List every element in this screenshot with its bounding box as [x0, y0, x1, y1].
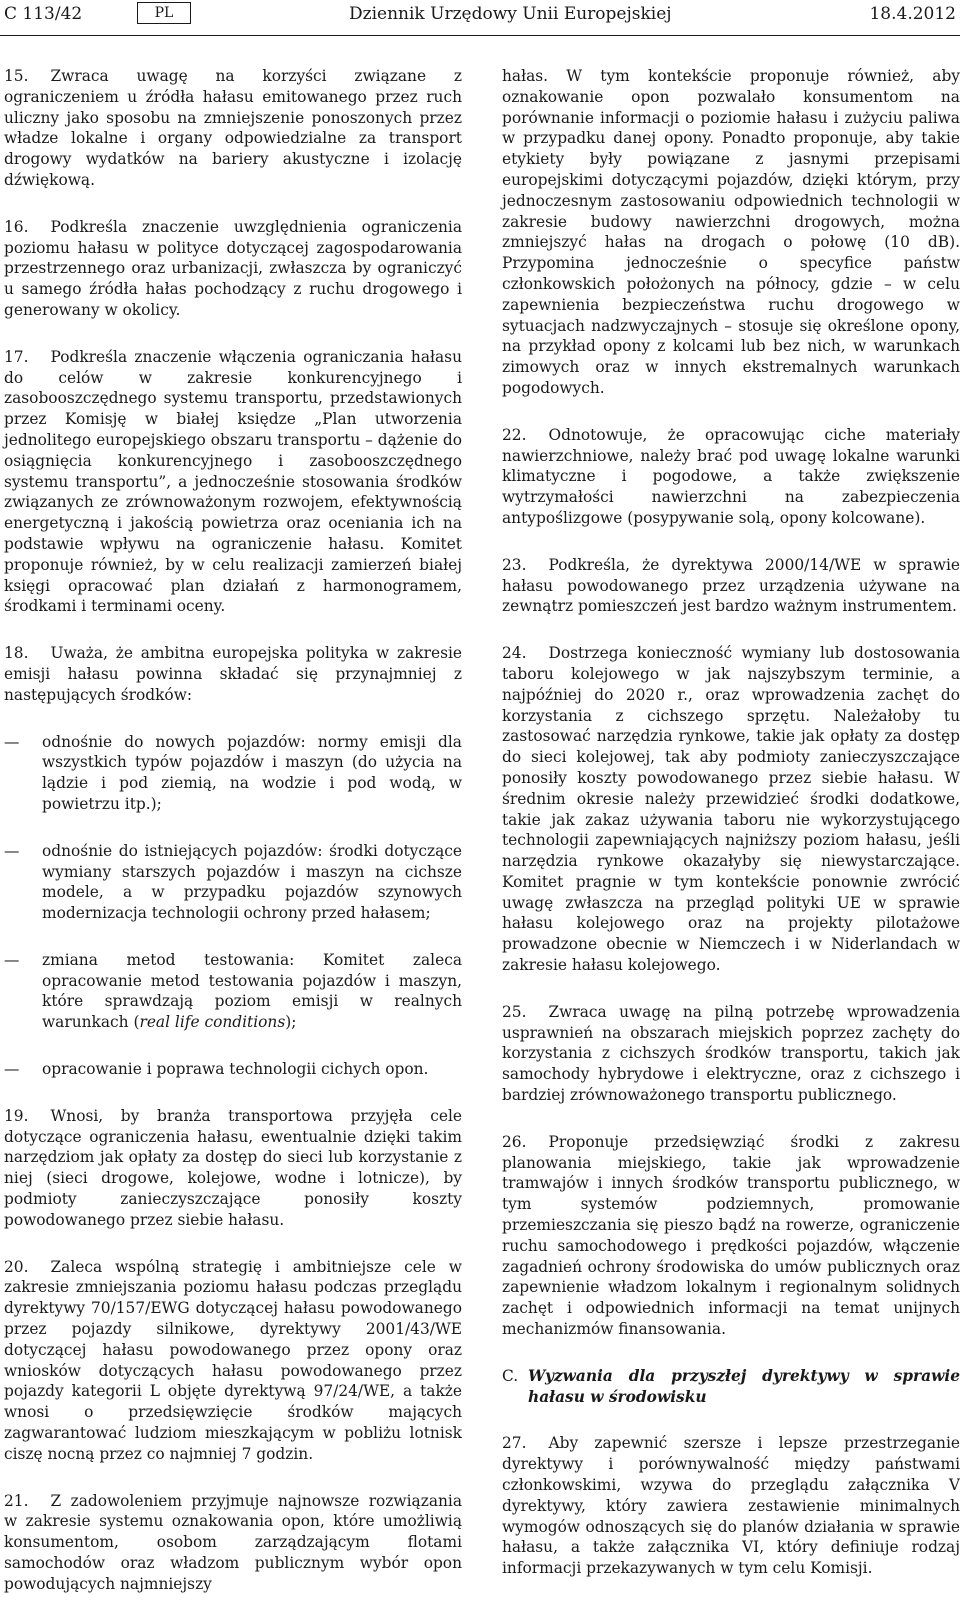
paragraph-number: 20. [4, 1257, 29, 1276]
list-item-text: zmiana metod testowania: Komitet zaleca opracowanie metod testowania pojazdów i maszyn, które sprawdzają poziom emisji w realnych warunkach ( [42, 950, 462, 1032]
paragraph-26 [502, 1132, 960, 1340]
list-item-text: opracowanie i poprawa technologii cichych opon. [42, 1060, 429, 1079]
dash-marker: — [4, 950, 20, 969]
list-item-text: odnośnie do istniejących pojazdów: środki dotyczące wymiany starszych pojazdów i maszyn na cichsze modele, a w przypadku pojazdów szynowych modernizacja technologii ochrony przed hałasem; [42, 841, 462, 923]
paragraph-text: Zaleca wspólną strategię i ambitniejsze cele w zakresie zmniejszania poziomu hałasu podczas przeglądu dyrektywy 70/157/EWG dotyczącej hałasu powodowanego przez pojazdy silnikowe, dyrektywy 2001/43/WE dotyczącej hałasu powodowanego przez opony oraz wniosków dotyczących hałasu powodowanego przez pojazdy kategorii L objęte dyrektywą 97/24/WE, a także wnosi o przedsięwzięcie środków mających zagwarantować ludziom mieszkającym w pobliżu lotnisk ciszę nocną przez co najmniej 7 godzin. [4, 1257, 462, 1463]
paragraph-text: Proponuje przedsięwziąć środki z zakresu planowania miejskiego, takie jak wprowadzenie tramwajów i innych środków transportu publicznego, w tym systemów podziemnych, promowanie przemieszczania się pieszo bądź na rowerze, ograniczenie ruchu samochodowego i prędkości pojazdów, włączenie zagadnień ochrony środowiska do umów publicznych oraz zapewnienie władzom lokalnym i regionalnym solidnych zachęt i odpowiednich informacji na temat unijnych mechanizmów finansowania. [502, 1132, 960, 1339]
page-reference: C 113/42 [4, 4, 83, 24]
list-item-italic-text: real life conditions [139, 1013, 286, 1032]
right-column [502, 66, 960, 1605]
paragraph-number: 25. [502, 1002, 527, 1021]
list-item-text-end: ); [285, 1013, 297, 1032]
section-letter: C. [502, 1366, 519, 1385]
paragraph-16 [4, 217, 462, 321]
paragraph-number: 16. [4, 217, 29, 236]
paragraph-number: 19. [4, 1106, 29, 1125]
paragraph-number: 18. [4, 644, 29, 663]
paragraph-number: 23. [502, 555, 527, 574]
paragraph-23 [502, 555, 960, 617]
dash-marker: — [4, 841, 20, 860]
list-item [4, 841, 462, 924]
list-item-text: odnośnie do nowych pojazdów: normy emisji dla wszystkich typów pojazdów i maszyn (do użycia na lądzie i pod ziemią, na wodzie i pod wodą, w powietrzu itp.); [42, 732, 462, 813]
paragraph-15 [4, 66, 462, 191]
paragraph-number: 15. [4, 67, 29, 85]
paragraph-27 [502, 1433, 960, 1579]
paragraph-19 [4, 1106, 462, 1231]
header-rule [0, 35, 960, 36]
list-item [4, 950, 462, 1033]
page-header [0, 0, 960, 40]
paragraph-text: Zwraca uwagę na korzyści związane z ograniczeniem u źródła hałasu emitowanego przez ruch uliczny jako sposobu na zmniejszenie ponoszonych przez władze lokalne i organy odpowiedzialne za transport drogowy wydatków na bariery akustyczne i izolację dźwiękową. [4, 67, 462, 189]
dash-marker: — [4, 1060, 20, 1079]
paragraph-text: Uważa, że ambitna europejska polityka w zakresie emisji hałasu powinna składać się przynajmniej z następujących środków: [4, 644, 462, 704]
paragraph-21 [4, 1491, 462, 1595]
dash-marker: — [4, 732, 20, 751]
paragraph-text: Z zadowoleniem przyjmuje najnowsze rozwiązania w zakresie systemu oznakowania opon, które umożliwią konsumentom, osobom zarządzającym flotami samochodów oraz władzom publicznym wybór opon powodujących najmniejszy [4, 1491, 462, 1593]
paragraph-text: hałas. W tym kontekście proponuje również, aby oznakowanie opon pozwalało konsumentom na porównanie informacji o poziomie hałasu i zużyciu paliwa w przypadku danej opony. Ponadto proponuje, aby takie etykiety były powiązane z jasnymi przepisami europejskimi dotyczącymi pojazdów, dzięki którym, przy jednoczesnym zastosowaniu odpowiednich technologii w zakresie budowy nawierzchni drogowych, można zmniejszyć hałas na drogach o połowę (10 dB). Przypomina jednocześnie o specyfice państw członkowskich położonych na północy, gdzie – w celu zapewnienia bezpieczeństwa ruchu drogowego w sytuacjach nadzwyczajnych – stosuje się określone opony, na przykład opony z kolcami lub bez nich, w warunkach zimowych oraz w innych ekstremalnych warunkach pogodowych. [502, 67, 960, 397]
paragraph-17 [4, 347, 462, 617]
paragraph-text: Zwraca uwagę na pilną potrzebę wprowadzenia usprawnień na obszarach miejskich poprzez zachęty do korzystania z cichszych środków transportu, takich jak samochody hybrydowe i elektryczne, oraz z cichszego i bardziej zrównoważonego transportu publicznego. [502, 1002, 960, 1105]
paragraph-20 [4, 1257, 462, 1465]
paragraph-18 [4, 643, 462, 705]
paragraph-text: Wnosi, by branża transportowa przyjęła cele dotyczące ograniczenia hałasu, ewentualnie dzięki takim narzędziom jak opłaty za dostęp do sieci lub korzystanie z niej (sieci drogowe, kolejowe, wodne i lotnicze), by podmioty zanieczyszczające ponosiły koszty powodowanego przez siebie hałasu. [4, 1106, 462, 1229]
list-item [4, 1059, 462, 1080]
paragraph-text: Podkreśla znaczenie uwzględnienia ograniczenia poziomu hałasu w polityce dotyczącej zagospodarowania przestrzennego oraz urbanizacji, zwłaszcza by ograniczyć u samego źródła hałas pochodzący z ruchu drogowego i generowany w okolicy. [4, 217, 462, 319]
paragraph-text: Podkreśla znaczenie włączenia ograniczania hałasu do celów w zakresie konkurencyjnego i zasobooszczędnego systemu transportu, przedstawionych przez Komisję w białej księdze „Plan utworzenia jednolitego europejskiego obszaru transportu – dążenie do osiągnięcia konkurencyjnego i zasobooszczędnego systemu transportu”, a jednocześnie stosowania środków związanych ze zrównoważonym rozwojem, efektywnością energetyczną i jakością powietrza oraz oceniania ich na podstawie wpływu na ograniczenie hałasu. Komitet proponuje również, by w celu realizacji zamierzeń białej księgi opracować plan działań z harmonogramem, środkami i terminami oceny. [4, 347, 462, 616]
paragraph-text: Aby zapewnić szersze i lepsze przestrzeganie dyrektywy i porównywalność między państwami członkowskimi, wzywa do przeglądu załącznika V dyrektywy, który zawiera zestawienie minimalnych wymogów odnoszących się do planów działania w sprawie hałasu, a także załącznika VI, który definiuje rodzaj informacji przekazywanych w tym celu Komisji. [502, 1434, 960, 1578]
section-heading [502, 1366, 960, 1408]
paragraph-number: 21. [4, 1491, 29, 1510]
paragraph-number: 17. [4, 347, 29, 366]
paragraph-text: Podkreśla, że dyrektywa 2000/14/WE w sprawie hałasu powodowanego przez urządzenia używane na zewnątrz pomieszczeń jest bardzo ważnym instrumentem. [502, 555, 960, 616]
publication-date: 18.4.2012 [869, 4, 956, 24]
paragraph-text: Odnotowuje, że opracowując ciche materiały nawierzchniowe, należy brać pod uwagę lokalne warunki klimatyczne i pogodowe, a także zwiększenie wytrzymałości nawierzchni na zabezpieczenia antypoślizgowe (posypywanie solą, opony kolcowane). [502, 425, 960, 527]
paragraph-25 [502, 1002, 960, 1106]
paragraph-number: 26. [502, 1132, 527, 1151]
language-badge: PL [137, 2, 191, 24]
paragraph-22 [502, 425, 960, 529]
journal-title: Dziennik Urzędowy Unii Europejskiej [349, 4, 672, 24]
left-column [4, 66, 462, 1621]
section-title: Wyzwania dla przyszłej dyrektywy w sprawie hałasu w środowisku [528, 1366, 960, 1406]
paragraph-number: 22. [502, 425, 527, 444]
paragraph-21-continued [502, 66, 960, 399]
list-item [4, 732, 462, 815]
paragraph-number: 27. [502, 1434, 527, 1453]
paragraph-number: 24. [502, 644, 527, 663]
paragraph-24 [502, 643, 960, 976]
paragraph-text: Dostrzega konieczność wymiany lub dostosowania taboru kolejowego w jak najszybszym terminie, a najpóźniej do 2020 r., oraz wprowadzenia zachęt do korzystania z cichszego sprzętu. Należałoby tu zastosować narzędzia rynkowe, takie jak opłaty za dostęp do sieci kolejowej, tak aby podmioty zanieczyszczające ponosiły koszty powodowanego przez siebie hałasu. W średnim okresie należy przewidzieć środki dodatkowe, takie jak zakaz używania taboru nie wykorzystującego technologii zapewniających najniższy poziom hałasu, jeśli narzędzia rynkowe okazałyby się niewystarczające. Komitet pragnie w tym kontekście ponownie zwrócić uwagę zwłaszcza na przegląd polityki UE w sprawie hałasu kolejowego oraz na projekty pilotażowe prowadzone obecnie w Niemczech i w Niderlandach w zakresie hałasu kolejowego. [502, 644, 960, 975]
